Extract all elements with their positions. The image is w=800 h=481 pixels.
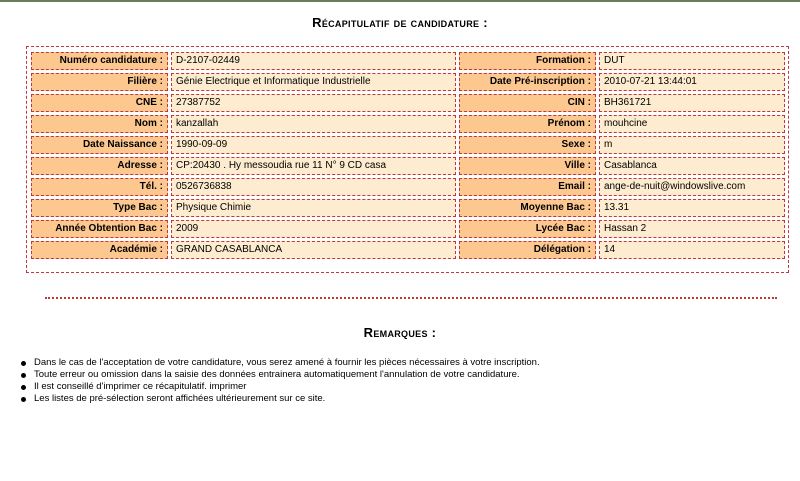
- remark-text: Il est conseillé d'imprimer ce récapitulatif. imprimer: [34, 381, 247, 392]
- field-value: mouhcine: [599, 115, 785, 133]
- field-label: Email :: [459, 178, 596, 196]
- remarks-title: Remarques :: [363, 325, 437, 340]
- bullet-icon: [21, 385, 26, 390]
- field-value: 13.31: [599, 199, 785, 217]
- recap-row: [31, 178, 785, 196]
- field-value: DUT: [599, 52, 785, 70]
- recap-row: [31, 52, 785, 70]
- recap-row: [31, 199, 785, 217]
- recap-table: [28, 49, 788, 262]
- field-value: 1990-09-09: [171, 136, 456, 154]
- top-border: [0, 0, 800, 2]
- field-value: Hassan 2: [599, 220, 785, 238]
- field-value: 14: [599, 241, 785, 259]
- remark-text: Dans le cas de l'acceptation de votre candidature, vous serez amené à fournir les pièces nécessaires à votre inscription.: [34, 357, 540, 368]
- field-label: Nom :: [31, 115, 168, 133]
- field-value: m: [599, 136, 785, 154]
- field-label: Date Naissance :: [31, 136, 168, 154]
- remark-text: Les listes de pré-sélection seront affichées ultérieurement sur ce site.: [34, 393, 326, 404]
- field-value: ange-de-nuit@windowslive.com: [599, 178, 785, 196]
- field-value: Casablanca: [599, 157, 785, 175]
- recap-row: [31, 220, 785, 238]
- field-value: 2009: [171, 220, 456, 238]
- field-value: kanzallah: [171, 115, 456, 133]
- remarks-list: [20, 357, 790, 405]
- field-label: Date Pré-inscription :: [459, 73, 596, 91]
- field-value: Génie Electrique et Informatique Industrielle: [171, 73, 456, 91]
- remark-item: [20, 357, 790, 369]
- bullet-icon: [21, 373, 26, 378]
- field-label: CNE :: [31, 94, 168, 112]
- field-label: Prénom :: [459, 115, 596, 133]
- recap-row: [31, 73, 785, 91]
- field-label: Académie :: [31, 241, 168, 259]
- field-label: Type Bac :: [31, 199, 168, 217]
- field-value: Physique Chimie: [171, 199, 456, 217]
- recap-row: [31, 94, 785, 112]
- remark-item: [20, 381, 790, 393]
- field-label: Année Obtention Bac :: [31, 220, 168, 238]
- field-label: Sexe :: [459, 136, 596, 154]
- recap-row: [31, 157, 785, 175]
- field-value: D-2107-02449: [171, 52, 456, 70]
- field-value: 2010-07-21 13:44:01: [599, 73, 785, 91]
- recap-row: [31, 136, 785, 154]
- remark-item: [20, 393, 790, 405]
- field-value: 27387752: [171, 94, 456, 112]
- field-value: BH361721: [599, 94, 785, 112]
- bullet-icon: [21, 397, 26, 402]
- recap-panel: [26, 46, 789, 273]
- field-label: Filière :: [31, 73, 168, 91]
- recap-row: [31, 241, 785, 259]
- page-title: Récapitulatif de candidature :: [312, 15, 488, 30]
- section-divider: [45, 297, 777, 299]
- field-value: CP:20430 . Hy messoudia rue 11 N° 9 CD casa: [171, 157, 456, 175]
- remark-item: [20, 369, 790, 381]
- field-label: Délégation :: [459, 241, 596, 259]
- field-label: Adresse :: [31, 157, 168, 175]
- field-label: Numéro candidature :: [31, 52, 168, 70]
- field-label: Formation :: [459, 52, 596, 70]
- field-label: Tél. :: [31, 178, 168, 196]
- field-value: GRAND CASABLANCA: [171, 241, 456, 259]
- field-label: CIN :: [459, 94, 596, 112]
- field-label: Ville :: [459, 157, 596, 175]
- bullet-icon: [21, 361, 26, 366]
- recap-row: [31, 115, 785, 133]
- field-label: Moyenne Bac :: [459, 199, 596, 217]
- remark-text: Toute erreur ou omission dans la saisie des données entrainera automatiquement l'annulation de votre candidature.: [34, 369, 520, 380]
- field-value: 0526736838: [171, 178, 456, 196]
- field-label: Lycée Bac :: [459, 220, 596, 238]
